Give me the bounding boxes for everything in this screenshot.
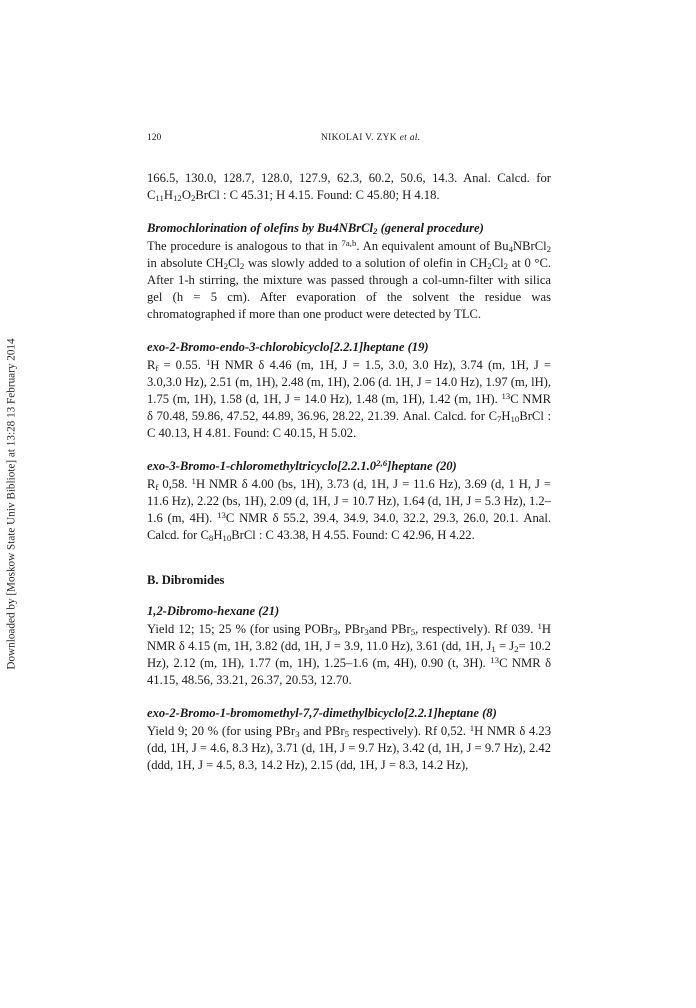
c21-sup-2: 13: [490, 655, 500, 666]
c20-text-5: H: [213, 528, 223, 542]
c20-text-4: C NMR δ 55.2, 39.4, 34.9, 34.0, 32.2, 29.3, 26.0, 20.1. Anal. Calcd. for C: [147, 511, 551, 542]
c21-text-5: H NMR δ 4.15 (m, 1H, 3.82 (dd, 1H, J = 3.9, 11.0 Hz), 3.61 (dd, 1H, J: [147, 622, 551, 653]
running-author: [321, 131, 420, 145]
section-b-heading: B. Dibromides: [147, 573, 225, 587]
procedure-sub-1: 4: [508, 244, 513, 255]
compound-8-title: exo-2-Bromo-1-bromomethyl-7,7-dimethylbicyclo[2.2.1]heptane (8): [147, 706, 497, 720]
procedure-title: [147, 220, 551, 237]
procedure-text: [147, 238, 551, 323]
procedure-section: [147, 220, 551, 323]
c20-text-1: R: [147, 477, 156, 491]
c20-sub-3: 10: [222, 533, 232, 544]
c20-sub-2: 8: [208, 533, 214, 544]
c19-text-2: = 0.55.: [158, 358, 206, 372]
et-al: et al.: [399, 133, 421, 143]
c21-text-4: , respectively). Rf 039.: [415, 622, 538, 636]
intro-text-1: 166.5, 130.0, 128.7, 128.0, 127.9, 62.3, 60.2, 50.6, 14.3. Anal. Calcd. for C: [147, 171, 551, 202]
c21-text-6: = J: [495, 639, 515, 653]
procedure-text-2: . An equivalent amount of Bu: [356, 239, 509, 253]
intro-sub-3: 2: [190, 193, 196, 204]
compound-20-title: [147, 458, 551, 475]
procedure-text-1: The procedure is analogous to that in: [147, 239, 342, 253]
procedure-ref: 7a,b: [341, 238, 357, 249]
procedure-sub-3: 2: [223, 261, 228, 272]
c20-sub-1: f: [155, 482, 159, 493]
c21-sub-4: 1: [491, 644, 496, 655]
procedure-text-8: at 0 °C. After 1-h stirring, the mixture was passed through a col-umn-filter with silica gel (h = 5 cm). After evaporation of the solvent the residue was chromatographed if more than one product were detected by TLC.: [147, 256, 552, 321]
compound-20-section: [147, 458, 551, 544]
procedure-sub-6: 2: [503, 261, 509, 272]
page-number: 120: [147, 133, 162, 143]
intro-paragraph: [147, 170, 551, 204]
compound-20-data: [147, 476, 551, 544]
c19-sup-2: 13: [501, 391, 511, 402]
c19-sub-3: 10: [510, 414, 520, 425]
procedure-text-4: in absolute CH: [147, 256, 224, 270]
download-watermark: [0, 0, 24, 1008]
c8-text-2: and PBr: [299, 724, 345, 738]
running-header: [147, 131, 551, 145]
c19-sup-1: 1: [206, 357, 211, 368]
compound-21-title: 1,2-Dibromo-hexane (21): [147, 604, 280, 618]
c8-sub-1: 3: [295, 729, 300, 740]
procedure-sub-4: 2: [239, 261, 245, 272]
compound-19-data: [147, 357, 551, 442]
procedure-text-6: was slowly added to a solution of olefin in CH: [244, 256, 488, 270]
c8-text-1: Yield 9; 20 % (for using PBr: [147, 724, 296, 738]
c20-title-b: ]heptane (20): [387, 459, 457, 473]
c21-text-8: C NMR δ 41.15, 48.56, 33.21, 26.37, 20.53, 12.70.: [147, 656, 552, 687]
compound-19-title: exo-2-Bromo-endo-3-chlorobicyclo[2.2.1]heptane (19): [147, 340, 429, 354]
c20-text-2: 0,58.: [158, 477, 192, 491]
c21-sub-2: 3: [364, 627, 369, 638]
c21-text-7: = 10.2 Hz), 2.12 (m, 1H), 1.77 (m, 1H), 1.25–1.6 (m, 4H), 0.90 (t, 3H).: [147, 639, 551, 670]
c20-text-3: H NMR δ 4.00 (bs, 1H), 3.73 (d, 1H, J = 11.6 Hz), 3.69 (d, 1 H, J = 11.6 Hz), 2.22 (bs, 1H), 2.09 (d, 1H, J = 10.7 Hz), 1.64 (d, 1H, J = 5.3 Hz), 1.2–1.6 (m, 4H).: [147, 477, 551, 525]
download-watermark-text: Downloaded by [Moskow State Univ Bibliote] at 13:28 13 February 2014: [5, 338, 18, 670]
procedure-sub-5: 2: [487, 261, 492, 272]
c20-title-a: exo-3-Bromo-1-chloromethyltricyclo[2.2.1.0: [147, 459, 377, 473]
compound-8-section: [147, 705, 551, 774]
compound-19-section: [147, 339, 551, 442]
c19-text-6: BrCl : C 40.13, H 4.81. Found: C 40.15, H 5.02.: [147, 409, 551, 440]
c19-text-4: C NMR δ 70.48, 59.86, 47.52, 44.89, 36.96, 28.22, 21.39. Anal. Calcd. for C: [147, 392, 551, 423]
intro-sub-2: 12: [173, 193, 182, 204]
c21-sup-1: 1: [537, 621, 542, 632]
compound-21-section: [147, 603, 551, 689]
c19-text-5: H: [501, 409, 511, 423]
c19-sub-1: f: [155, 363, 159, 374]
c21-sub-5: 2: [514, 644, 519, 655]
c20-text-6: BrCl : C 43.38, H 4.55. Found: C 42.96, H 4.22.: [231, 528, 475, 542]
intro-text-4: BrCl : C 45.31; H 4.15. Found: C 45.80; H 4.18.: [195, 188, 440, 202]
c19-text-3: H NMR δ 4.46 (m, 1H, J = 1.5, 3.0, 3.0 Hz), 3.74 (m, 1H, J = 3.0,3.0 Hz), 2.51 (m, 1H), 2.48 (m, 1H), 2.06 (d. 1H, J = 14.0 Hz), 1.97 (m, lH), 1.75 (m, 1H), 1.58 (d, 1H, J = 14.0 Hz), 1.48 (m, 1H), 1.42 (m, 1H).: [147, 358, 551, 406]
c8-text-3: respectively). Rf 0,52.: [349, 724, 470, 738]
procedure-title-a: Bromochlorination of olefins by Bu4NBrCl: [147, 221, 374, 235]
compound-8-data: [147, 723, 551, 774]
compound-21-data: [147, 621, 551, 689]
c20-sup-2: 13: [217, 510, 226, 521]
intro-text-2: H: [163, 188, 174, 202]
c21-sub-1: 3: [333, 627, 338, 638]
c20-title-sup: 2,6: [376, 458, 388, 469]
procedure-title-b: (general procedure): [377, 221, 484, 235]
c21-text-3: and PBr: [368, 622, 411, 636]
procedure-text-3: NBrCl: [513, 239, 547, 253]
procedure-sub-2: 2: [546, 244, 551, 255]
page-body: [147, 170, 551, 790]
author-name: NIKOLAI V. ZYK: [321, 133, 397, 143]
procedure-text-5: Cl: [228, 256, 240, 270]
c8-sup-1: 1: [469, 723, 475, 734]
c21-sub-3: 5: [410, 627, 416, 638]
c21-text-2: , PBr: [337, 622, 365, 636]
procedure-text-7: Cl: [491, 256, 504, 270]
c19-text-1: R: [147, 358, 156, 372]
intro-text-3: O: [181, 188, 191, 202]
c8-text-4: H NMR δ 4.23 (dd, 1H, J = 4.6, 8.3 Hz), 3.71 (d, 1H, J = 9.7 Hz), 3.42 (d, 1H, J = 9.7 Hz), 2.42 (ddd, 1H, J = 4.5, 8.3, 14.2 Hz), 2.15 (dd, 1H, J = 8.3, 14.2 Hz),: [147, 724, 551, 772]
intro-sub-1: 11: [155, 193, 164, 204]
procedure-title-sub: 2: [373, 226, 378, 237]
c21-text-1: Yield 12; 15; 25 % (for using POBr: [147, 622, 334, 636]
c20-sup-1: 1: [191, 476, 196, 487]
c19-sub-2: 7: [497, 414, 502, 425]
c8-sub-2: 5: [344, 729, 350, 740]
